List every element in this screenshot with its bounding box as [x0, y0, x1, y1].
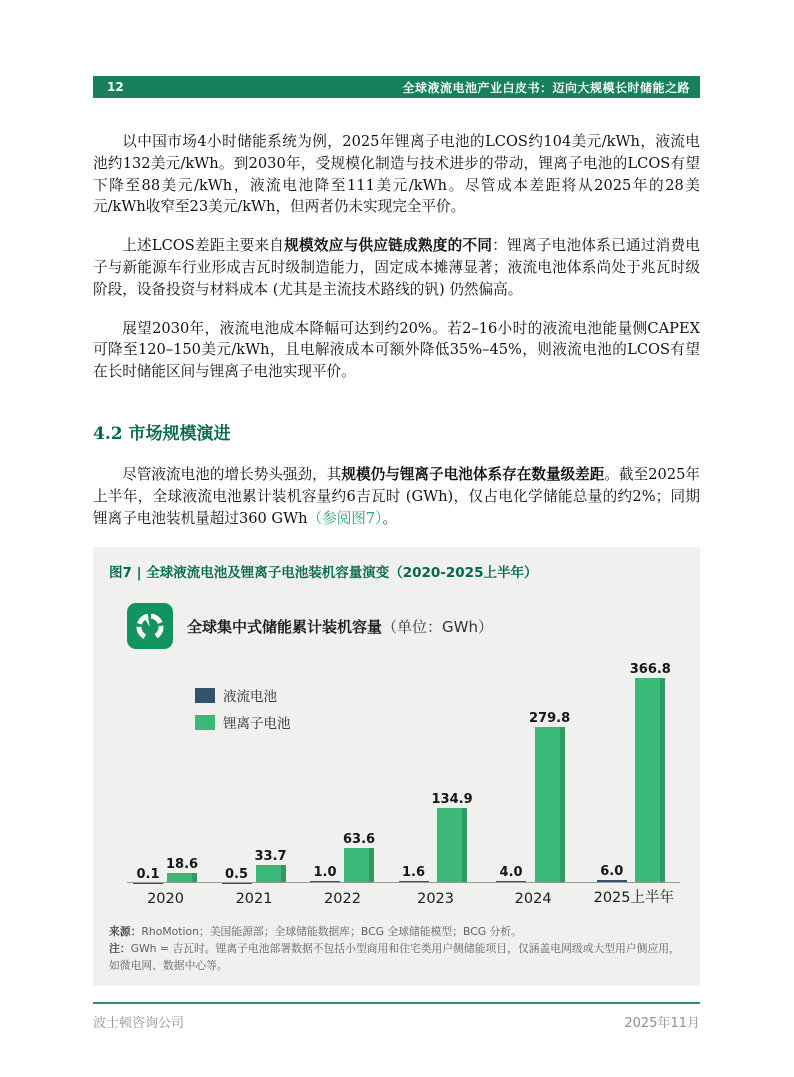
text-segment: 以中国市场4小时储能系统为例，2025年锂离子电池的LCOS约104美元/kWh，液流电池约132美元/kWh。到2030年，受规模化制造与技术进步的带动，锂离子电池的LCOS有望下降至88美元/kWh，液流电池降至111美元/kWh。尽管成本差距将从2025年的28美元/kWh收窄至23美元/kWh，但两者仍未实现完全平价。: [93, 133, 700, 216]
bar-pair: [496, 659, 570, 883]
bar-group: [133, 659, 198, 907]
source-label: 来源：: [109, 925, 142, 939]
text-segment: 。: [382, 509, 398, 527]
section-paragraph: [93, 464, 700, 529]
x-axis-line: [127, 882, 680, 883]
bar-unit: [343, 832, 375, 884]
li-ion-battery-bar: [535, 727, 565, 883]
text-segment: 尽管液流电池的增长势头强劲，其: [122, 465, 342, 483]
bar-unit: [630, 662, 671, 883]
li-ion-battery-bar: [437, 808, 467, 883]
text-segment: 规模效应与供应链成熟度的不同: [284, 237, 493, 255]
li-ion-battery-bar: [256, 865, 286, 884]
bar-unit: [529, 711, 570, 883]
bar-unit: [496, 865, 526, 883]
bar-unit: [597, 864, 627, 883]
footnote: [109, 940, 684, 974]
x-axis-label: 2025上半年: [593, 890, 674, 907]
section-heading: 4.2 市场规模演进: [93, 423, 231, 444]
bar-value-label: 366.8: [629, 662, 671, 678]
body-paragraph-2: [93, 235, 700, 300]
bar-group: [496, 659, 570, 907]
bar-pair: [399, 659, 473, 883]
figure-notes: [109, 923, 684, 974]
bar-unit: [432, 792, 473, 883]
bar-value-label: 4.0: [499, 865, 523, 881]
bar-value-label: 1.0: [313, 865, 337, 881]
bar-unit: [399, 865, 429, 883]
chart-heading-main: 全球集中式储能累计装机容量: [187, 617, 383, 636]
text-segment: 上述LCOS差距主要来自: [122, 237, 285, 255]
bar-unit: [222, 867, 252, 883]
bar-value-label: 18.6: [166, 856, 199, 872]
bar-value-label: 33.7: [254, 848, 287, 864]
page-header: [93, 76, 700, 98]
legend-label: 锂离子电池: [223, 716, 291, 733]
bar-pair: [133, 659, 198, 883]
bar-unit: [310, 865, 340, 883]
bar-group: [399, 659, 473, 907]
text-segment: 。截至2025年上半年，全球液流电池累计装机容量约6吉瓦时 (GWh)，仅占电化学储能总量的约2%；同期锂离子电池装机量超过360 GWh: [93, 465, 700, 527]
bar-chart: [109, 659, 684, 907]
bar-value-label: 134.9: [431, 791, 473, 807]
footer-company: 波士顿咨询公司: [93, 1016, 185, 1031]
legend-swatch: [195, 715, 215, 730]
x-axis-label: 2023: [417, 891, 455, 908]
figure-7-panel: [93, 547, 700, 986]
text-segment: ：锂离子电池体系已通过消费电子与新能源车行业形成吉瓦时级制造能力，固定成本摊薄显著；液流电池体系尚处于兆瓦时级阶段，设备投资与材料成本 (尤其是主流技术路线的钒) 仍然偏高。: [93, 237, 700, 298]
bar-pair: [310, 659, 375, 883]
source-note: [109, 923, 684, 940]
bar-value-label: 0.5: [224, 867, 249, 883]
x-axis-label: 2022: [324, 891, 361, 908]
x-axis-label: 2021: [235, 891, 273, 908]
footer-date: 2025年11月: [624, 1016, 700, 1031]
body-paragraph-3: [93, 318, 700, 383]
footnote-text: GWh = 吉瓦时。锂离子电池部署数据不包括小型商用和住宅类用户侧储能项目，仅涵盖电网级或大型用户侧应用，如微电网、数据中心等。: [109, 942, 680, 973]
bar-group: [594, 659, 674, 907]
legend-label: 液流电池: [223, 689, 277, 706]
gauge-icon: [127, 603, 173, 649]
text-segment: 规模仍与锂离子电池体系存在数量级差距: [341, 465, 605, 483]
page-number: 12: [107, 80, 124, 94]
body-paragraph-1: [93, 131, 700, 218]
li-ion-battery-bar: [344, 848, 374, 884]
bar-value-label: 0.1: [136, 867, 160, 883]
legend-item: [195, 712, 291, 732]
source-text: RhoMotion；美国能源部；全球储能数据库；BCG 全球储能模型；BCG 分析。: [141, 925, 522, 939]
bar-value-label: 6.0: [600, 863, 624, 879]
bar-group: [310, 659, 375, 907]
text-segment: 展望2030年，液流电池成本降幅可达到约20%。若2–16小时的液流电池能量侧CAPEX可降至120–150美元/kWh，且电解液成本可额外降低35%–45%，则液流电池的LCOS有望在长时储能区间与锂离子电池实现平价。: [93, 319, 700, 381]
bar-value-label: 279.8: [529, 710, 571, 726]
page-footer: [93, 1002, 700, 1031]
legend-swatch: [195, 688, 215, 703]
bar-value-label: 1.6: [401, 865, 426, 881]
chart-legend: [195, 685, 291, 732]
li-ion-battery-bar: [635, 678, 665, 883]
chart-heading-row: [109, 603, 684, 649]
legend-item: [195, 685, 291, 705]
document-title: 全球液流电池产业白皮书：迈向大规模长时储能之路: [402, 80, 690, 95]
bar-pair: [597, 659, 671, 883]
bar-unit: [166, 857, 198, 883]
figure-title: 图7 | 全球液流电池及锂离子电池装机容量演变（2020-2025上半年）: [109, 565, 538, 582]
figure-reference-link[interactable]: （参阅图7）: [307, 509, 383, 527]
bar-unit: [133, 867, 163, 883]
footnote-label: 注：: [109, 942, 131, 956]
chart-heading-unit: （单位：GWh）: [382, 617, 493, 636]
chart-heading: [187, 616, 493, 637]
x-axis-label: 2024: [514, 891, 552, 908]
bar-value-label: 63.6: [343, 831, 376, 847]
bar-unit: [255, 849, 287, 884]
x-axis-label: 2020: [147, 891, 184, 908]
